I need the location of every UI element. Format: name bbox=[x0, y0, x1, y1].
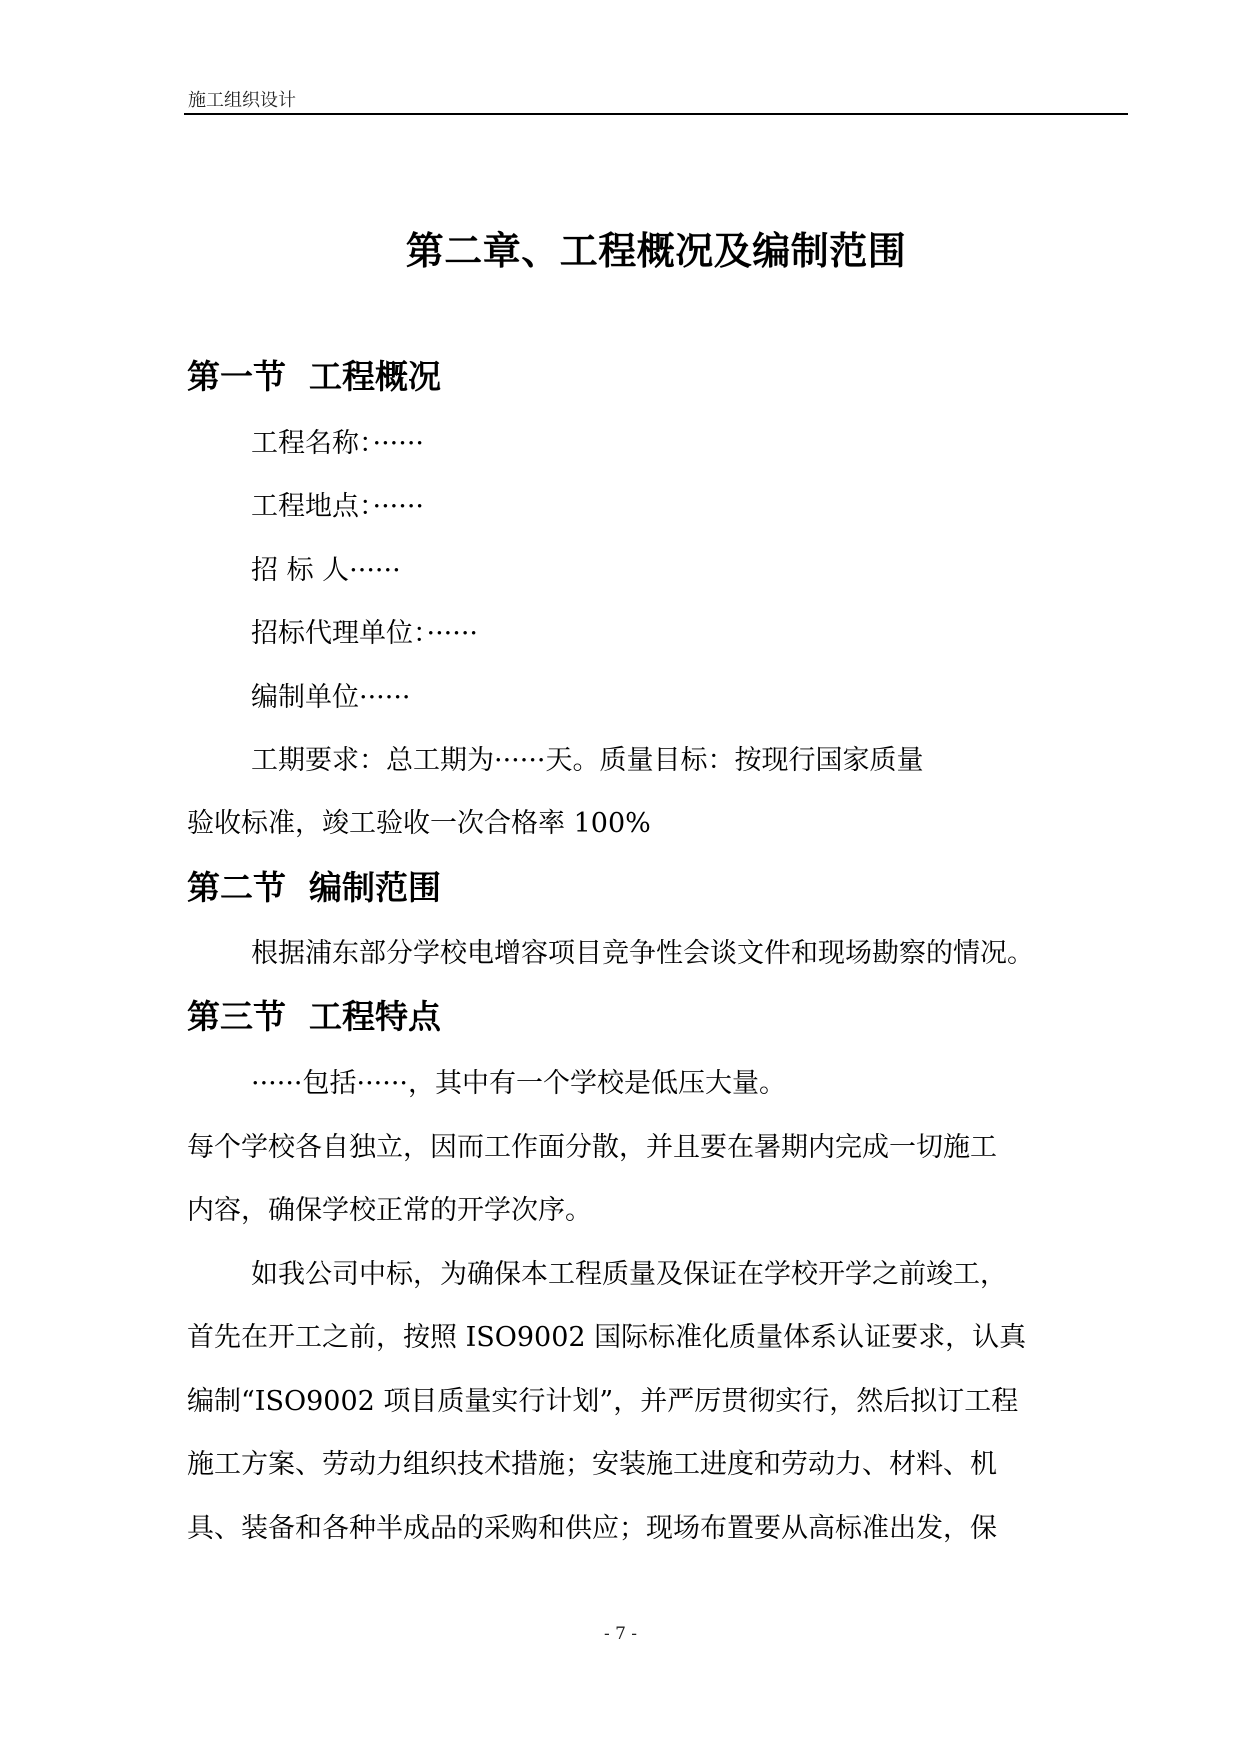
features-paragraph-2-line-4: 施工方案、劳动力组织技术措施；安装施工进度和劳动力、材料、机 bbox=[187, 1449, 997, 1480]
features-paragraph-2-line-1: 如我公司中标，为确保本工程质量及保证在学校开学之前竣工， bbox=[251, 1259, 1007, 1290]
chapter-title: 第二章、工程概况及编制范围 bbox=[405, 229, 907, 273]
running-header: 施工组织设计 bbox=[188, 90, 296, 111]
header-rule bbox=[184, 113, 1128, 115]
scope-paragraph: 根据浦东部分学校电增容项目竞争性会谈文件和现场勘察的情况。 bbox=[251, 938, 1034, 969]
section-heading-scope: 第二节 编制范围 bbox=[187, 868, 441, 907]
features-paragraph-1-line-2: 每个学校各自独立，因而工作面分散，并且要在暑期内完成一切施工 bbox=[187, 1132, 997, 1163]
features-paragraph-2-line-3: 编制“ISO9002 项目质量实行计划”，并严厉贯彻实行，然后拟订工程 bbox=[187, 1386, 1019, 1417]
features-paragraph-2-line-5: 具、装备和各种半成品的采购和供应；现场布置要从高标准出发，保 bbox=[187, 1513, 997, 1544]
features-paragraph-2-line-2: 首先在开工之前，按照 ISO9002 国际标准化质量体系认证要求，认真 bbox=[187, 1322, 1027, 1353]
tenderer-line: 招 标 人······ bbox=[251, 555, 401, 586]
page-number: - 7 - bbox=[603, 1624, 638, 1644]
section-heading-overview: 第一节 工程概况 bbox=[187, 357, 441, 396]
section-heading-features: 第三节 工程特点 bbox=[187, 997, 441, 1036]
schedule-quality-line-1: 工期要求：总工期为······天。质量目标：按现行国家质量 bbox=[251, 745, 924, 776]
features-paragraph-1-line-3: 内容，确保学校正常的开学次序。 bbox=[187, 1195, 592, 1226]
schedule-quality-line-2: 验收标准，竣工验收一次合格率 100% bbox=[187, 808, 651, 839]
compiling-unit-line: 编制单位······ bbox=[251, 682, 411, 713]
tender-agent-line: 招标代理单位：······ bbox=[251, 618, 478, 649]
project-name-line: 工程名称：······ bbox=[251, 428, 424, 459]
features-paragraph-1-line-1: ······包括······，其中有一个学校是低压大量。 bbox=[251, 1068, 786, 1099]
project-location-line: 工程地点：······ bbox=[251, 491, 424, 522]
